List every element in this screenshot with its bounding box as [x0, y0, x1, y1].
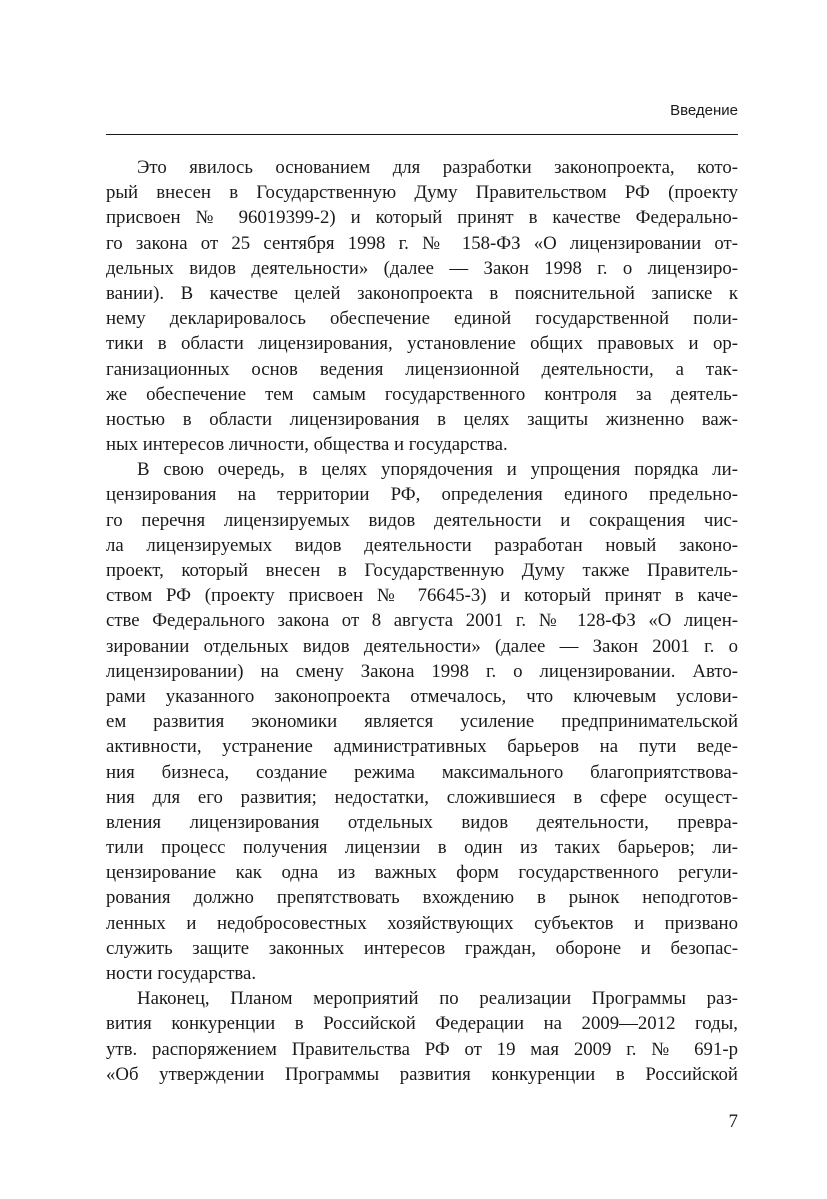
text-line: лицензировании) на смену Закона 1998 г. о лицензировании. Авто- — [106, 660, 738, 682]
text-line: ем развития экономики является усиление предпринимательской — [106, 711, 738, 733]
text-line: го перечня лицензируемых видов деятельности и сокращения чис- — [106, 509, 738, 531]
text-line: Это явилось основанием для разработки законопроекта, кото- — [137, 157, 738, 178]
page-number: 7 — [728, 1111, 738, 1132]
text-line: проект, который внесен в Государственную Думу также Правитель- — [106, 560, 738, 581]
text-line: ностью в области лицензирования в целях защиты жизненно важ- — [106, 408, 738, 430]
text-line: активности, устранение административных барьеров на пути веде- — [106, 736, 738, 758]
text-line: рый внесен в Государственную Думу Правительством РФ (проекту — [106, 182, 738, 204]
text-line: служить защите законных интересов граждан, обороне и безопас- — [106, 937, 738, 959]
text-line: ности государства. — [106, 963, 257, 984]
header-divider — [106, 134, 738, 135]
text-line: вании). В качестве целей законопроекта в пояснительной записке к — [106, 282, 738, 304]
text-line: присвоен № 96019399-2) и который принят в качестве Федерально- — [106, 207, 738, 229]
text-line: же обеспечение тем самым государственного контроля за деятель- — [106, 383, 738, 405]
text-line: В свою очередь, в целях упорядочения и упрощения порядка ли- — [137, 459, 738, 481]
running-head-title: Введение — [670, 102, 738, 119]
text-line: ла лицензируемых видов деятельности разработан новый законо- — [106, 534, 738, 556]
text-line: стве Федерального закона от 8 августа 2001 г. № 128-ФЗ «О лицен- — [106, 610, 738, 632]
text-line: «Об утверждении Программы развития конкуренции в Российской — [106, 1063, 738, 1085]
text-line: тили процесс получения лицензии в один из таких барьеров; ли- — [106, 837, 738, 859]
text-line: утв. распоряжением Правительства РФ от 19 мая 2009 г. № 691-р — [106, 1038, 738, 1060]
text-line: Наконец, Планом мероприятий по реализации Программы раз- — [137, 988, 738, 1010]
text-line: ния бизнеса, создание режима максимального благоприятствова- — [106, 761, 738, 783]
text-line: го закона от 25 сентября 1998 г. № 158-ФЗ «О лицензировании от- — [106, 232, 738, 254]
text-line: ния для его развития; недостатки, сложившиеся в сфере осущест- — [106, 786, 738, 808]
text-line: рования должно препятствовать вхождению в рынок неподготов- — [106, 887, 738, 909]
text-line: нему декларировалось обеспечение единой государственной поли- — [106, 308, 738, 330]
text-line: цензирование как одна из важных форм государственного регули- — [106, 862, 738, 884]
text-line: дельных видов деятельности» (далее — Закон 1998 г. о лицензиро- — [106, 257, 738, 279]
text-line: ленных и недобросовестных хозяйствующих субъектов и призвано — [106, 912, 738, 934]
text-line: тики в области лицензирования, установление общих правовых и ор- — [106, 333, 738, 355]
text-line: рами указанного законопроекта отмечалось, что ключевым услови- — [106, 685, 738, 707]
text-line: ганизационных основ ведения лицензионной деятельности, а так- — [106, 358, 738, 380]
text-line: зировании отдельных видов деятельности» (далее — Закон 2001 г. о — [106, 635, 738, 657]
text-line: ных интересов личности, общества и государства. — [106, 434, 508, 456]
text-line: цензирования на территории РФ, определения единого предельно- — [106, 484, 738, 506]
main-text — [106, 155, 738, 1087]
text-line: вления лицензирования отдельных видов деятельности, превра- — [106, 811, 738, 833]
text-line: ством РФ (проекту присвоен № 76645-3) и который принят в каче- — [106, 585, 738, 607]
text-line: вития конкуренции в Российской Федерации на 2009—2012 годы, — [106, 1013, 738, 1035]
